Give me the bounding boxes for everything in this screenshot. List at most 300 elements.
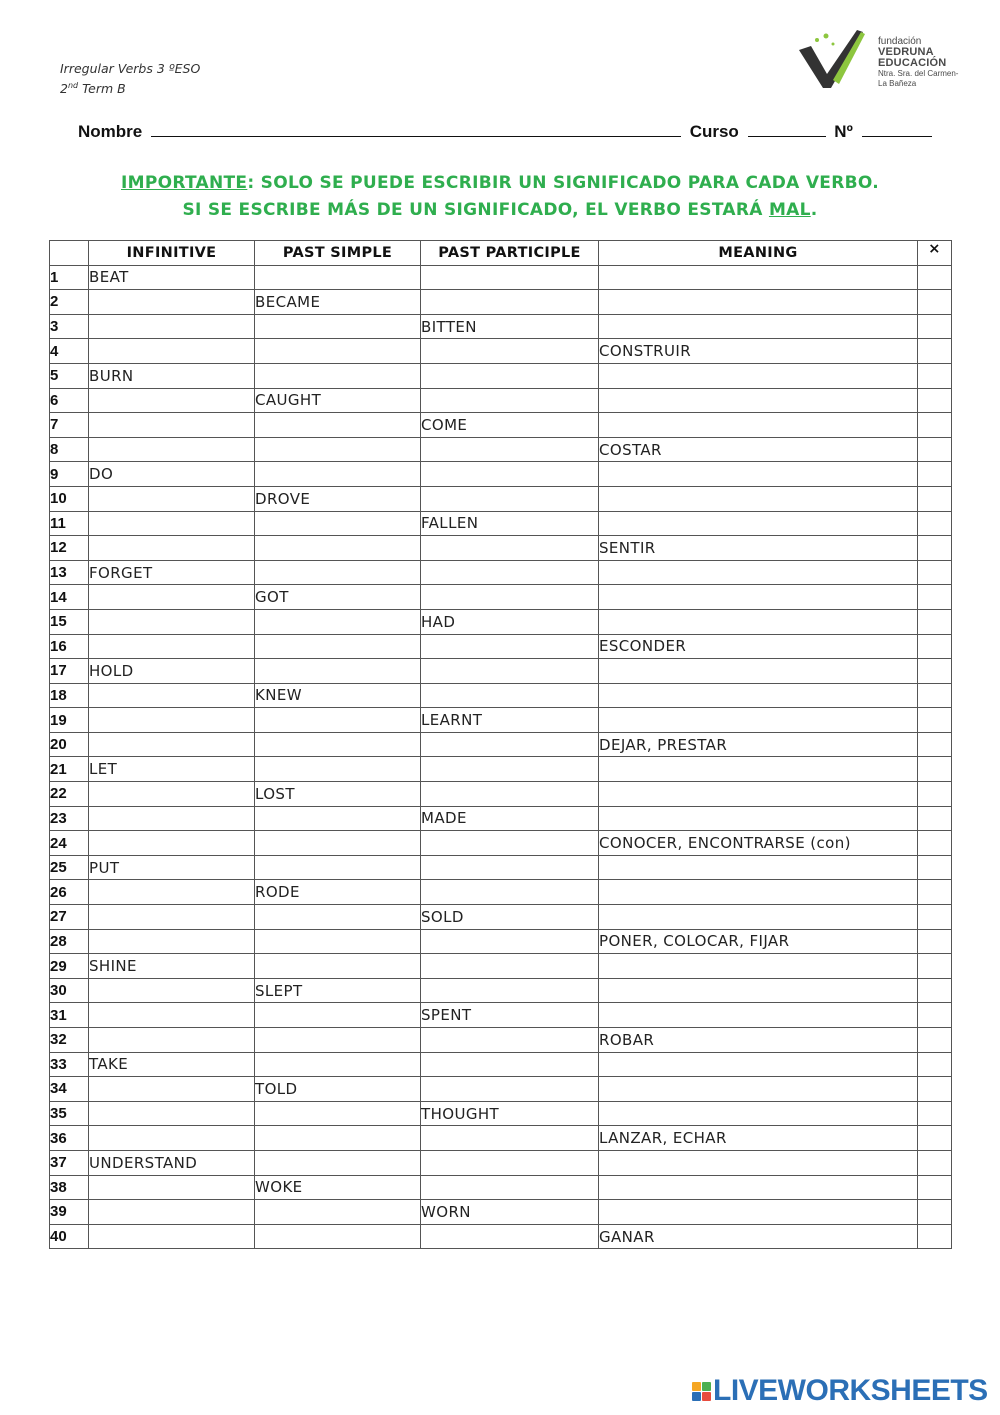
row-number: 34 [50,1077,89,1102]
past-simple-cell[interactable] [255,462,421,487]
row-number: 1 [50,265,89,290]
table-row [50,265,952,290]
row-number: 40 [50,1224,89,1249]
meaning-cell[interactable] [599,609,918,634]
past-participle-cell[interactable] [421,659,599,684]
mark-cell [918,1200,952,1225]
past-simple-cell: BECAME [255,290,421,315]
infinitive-cell[interactable] [89,1175,255,1200]
row-number: 27 [50,905,89,930]
row-number: 12 [50,536,89,561]
mark-cell [918,831,952,856]
past-simple-cell[interactable] [255,1200,421,1225]
table-row [50,437,952,462]
past-participle-cell[interactable] [421,486,599,511]
row-number: 23 [50,806,89,831]
table-row [50,954,952,979]
row-number: 33 [50,1052,89,1077]
meaning-cell[interactable] [599,265,918,290]
past-participle-cell[interactable] [421,290,599,315]
row-number: 11 [50,511,89,536]
past-simple-cell[interactable] [255,757,421,782]
meaning-cell[interactable] [599,1077,918,1102]
mark-cell [918,265,952,290]
infinitive-cell[interactable] [89,683,255,708]
row-number: 15 [50,609,89,634]
row-number: 5 [50,363,89,388]
row-number: 39 [50,1200,89,1225]
past-participle-cell[interactable] [421,831,599,856]
meaning-cell[interactable] [599,1052,918,1077]
past-participle-cell[interactable] [421,437,599,462]
meaning-cell[interactable] [599,486,918,511]
table-row [50,290,952,315]
meaning-cell[interactable] [599,683,918,708]
past-participle-cell[interactable] [421,1150,599,1175]
mark-cell [918,1126,952,1151]
mark-cell [918,560,952,585]
past-participle-cell[interactable] [421,978,599,1003]
mark-cell [918,585,952,610]
meaning-cell[interactable] [599,462,918,487]
past-participle-cell[interactable] [421,880,599,905]
past-participle-cell[interactable] [421,560,599,585]
past-simple-cell[interactable] [255,609,421,634]
logo-line-5: La Bañeza [878,79,917,88]
past-participle-cell: SOLD [421,905,599,930]
infinitive-cell[interactable] [89,929,255,954]
infinitive-cell[interactable] [89,1003,255,1028]
vedruna-logo-text [878,36,958,89]
row-number: 9 [50,462,89,487]
infinitive-cell[interactable] [89,831,255,856]
past-simple-cell: TOLD [255,1077,421,1102]
infinitive-cell[interactable] [89,978,255,1003]
past-participle-cell[interactable] [421,1028,599,1053]
table-row [50,978,952,1003]
past-simple-cell[interactable] [255,339,421,364]
past-simple-cell[interactable] [255,314,421,339]
table-row [50,462,952,487]
table-row [50,486,952,511]
liveworksheets-logo-icon [692,1382,711,1401]
meaning-cell[interactable] [599,560,918,585]
past-simple-cell[interactable] [255,634,421,659]
past-simple-cell[interactable] [255,732,421,757]
past-simple-cell: GOT [255,585,421,610]
past-participle-cell[interactable] [421,732,599,757]
past-participle-cell: HAD [421,609,599,634]
infinitive-cell[interactable] [89,1224,255,1249]
mark-cell [918,1224,952,1249]
liveworksheets-wordmark: LIVEWORKSHEETS [713,1374,988,1407]
past-simple-cell: SLEPT [255,978,421,1003]
mark-cell [918,314,952,339]
row-number: 22 [50,782,89,807]
header-past-participle: PAST PARTICIPLE [421,241,599,266]
mark-cell [918,1175,952,1200]
infinitive-cell: DO [89,462,255,487]
table-row [50,511,952,536]
row-number: 32 [50,1028,89,1053]
infinitive-cell[interactable] [89,708,255,733]
table-row [50,314,952,339]
infinitive-cell: BURN [89,363,255,388]
table-row [50,1101,952,1126]
past-simple-cell[interactable] [255,929,421,954]
infinitive-cell: HOLD [89,659,255,684]
important-notice [0,170,1000,224]
meaning-cell[interactable] [599,806,918,831]
worksheet-term: 2nd Term B [60,81,126,97]
numero-field[interactable] [862,120,932,137]
logo-line-1: fundación [878,36,922,47]
row-number: 20 [50,732,89,757]
infinitive-cell[interactable] [89,388,255,413]
past-participle-cell: BITTEN [421,314,599,339]
row-number: 8 [50,437,89,462]
table-row [50,1052,952,1077]
mark-cell [918,1052,952,1077]
notice-line-1: IMPORTANTE: SOLO SE PUEDE ESCRIBIR UN SIGNIFICADO PARA CADA VERBO. [121,173,879,193]
mark-cell [918,855,952,880]
past-simple-cell[interactable] [255,831,421,856]
mark-cell [918,1150,952,1175]
notice-line-2: SI SE ESCRIBE MÁS DE UN SIGNIFICADO, EL VERBO ESTARÁ MAL. [182,200,818,220]
table-row [50,1200,952,1225]
mark-cell [918,1101,952,1126]
row-number: 18 [50,683,89,708]
infinitive-cell[interactable] [89,1101,255,1126]
table-row [50,782,952,807]
past-participle-cell[interactable] [421,1126,599,1151]
logo-line-2: VEDRUNA [878,46,934,58]
past-simple-cell: RODE [255,880,421,905]
past-participle-cell[interactable] [421,954,599,979]
meaning-cell: DEJAR, PRESTAR [599,732,918,757]
mark-cell [918,806,952,831]
infinitive-cell[interactable] [89,585,255,610]
row-number: 31 [50,1003,89,1028]
row-number: 24 [50,831,89,856]
meaning-cell[interactable] [599,413,918,438]
past-simple-cell[interactable] [255,536,421,561]
past-participle-cell[interactable] [421,1175,599,1200]
meaning-cell[interactable] [599,1003,918,1028]
mark-cell [918,437,952,462]
table-row [50,609,952,634]
past-participle-cell[interactable] [421,757,599,782]
infinitive-cell: TAKE [89,1052,255,1077]
past-simple-cell[interactable] [255,511,421,536]
past-simple-cell[interactable] [255,560,421,585]
past-simple-cell[interactable] [255,1003,421,1028]
meaning-cell[interactable] [599,363,918,388]
past-simple-cell[interactable] [255,708,421,733]
meaning-cell[interactable] [599,978,918,1003]
past-participle-cell[interactable] [421,1077,599,1102]
header-mark-icon: × [918,241,952,266]
infinitive-cell[interactable] [89,314,255,339]
past-participle-cell[interactable] [421,363,599,388]
mark-cell [918,462,952,487]
past-participle-cell: LEARNT [421,708,599,733]
row-number: 13 [50,560,89,585]
past-simple-cell[interactable] [255,413,421,438]
infinitive-cell[interactable] [89,806,255,831]
row-number: 35 [50,1101,89,1126]
row-number: 16 [50,634,89,659]
past-simple-cell[interactable] [255,1052,421,1077]
row-number: 29 [50,954,89,979]
past-simple-cell[interactable] [255,1126,421,1151]
mark-cell [918,1028,952,1053]
table-row [50,363,952,388]
meaning-cell: ESCONDER [599,634,918,659]
meaning-cell: GANAR [599,1224,918,1249]
mark-cell [918,905,952,930]
past-participle-cell: FALLEN [421,511,599,536]
mark-cell [918,708,952,733]
infinitive-cell[interactable] [89,1028,255,1053]
past-participle-cell: MADE [421,806,599,831]
table-row [50,413,952,438]
meaning-cell[interactable] [599,855,918,880]
mark-cell [918,388,952,413]
nombre-field[interactable] [151,120,681,137]
past-simple-cell[interactable] [255,905,421,930]
row-number: 28 [50,929,89,954]
past-participle-cell[interactable] [421,1224,599,1249]
past-participle-cell[interactable] [421,855,599,880]
table-row [50,683,952,708]
infinitive-cell[interactable] [89,536,255,561]
meaning-cell[interactable] [599,708,918,733]
meaning-cell[interactable] [599,782,918,807]
table-row [50,855,952,880]
mark-cell [918,1077,952,1102]
row-number: 30 [50,978,89,1003]
table-row [50,1077,952,1102]
infinitive-cell[interactable] [89,634,255,659]
past-participle-cell[interactable] [421,782,599,807]
table-row [50,585,952,610]
infinitive-cell[interactable] [89,486,255,511]
infinitive-cell[interactable] [89,1126,255,1151]
row-number: 3 [50,314,89,339]
mark-cell [918,954,952,979]
table-row [50,905,952,930]
infinitive-cell[interactable] [89,413,255,438]
logo-line-4: Ntra. Sra. del Carmen- [878,69,959,78]
meaning-cell[interactable] [599,1175,918,1200]
mark-cell [918,486,952,511]
mark-cell [918,659,952,684]
row-number: 19 [50,708,89,733]
past-participle-cell[interactable] [421,585,599,610]
infinitive-cell: FORGET [89,560,255,585]
meaning-cell[interactable] [599,585,918,610]
mark-cell [918,1003,952,1028]
infinitive-cell: PUT [89,855,255,880]
infinitive-cell[interactable] [89,437,255,462]
past-simple-cell[interactable] [255,1101,421,1126]
past-participle-cell[interactable] [421,929,599,954]
table-row [50,806,952,831]
past-simple-cell[interactable] [255,265,421,290]
table-row [50,634,952,659]
meaning-cell[interactable] [599,659,918,684]
past-simple-cell: LOST [255,782,421,807]
past-simple-cell[interactable] [255,1150,421,1175]
table-row [50,1003,952,1028]
row-number: 21 [50,757,89,782]
past-simple-cell[interactable] [255,806,421,831]
meaning-cell[interactable] [599,905,918,930]
irregular-verbs-table [49,240,952,1249]
logo-line-3: EDUCACIÓN [878,57,947,69]
meaning-cell: SENTIR [599,536,918,561]
table-row [50,732,952,757]
meaning-cell: ROBAR [599,1028,918,1053]
past-participle-cell[interactable] [421,536,599,561]
infinitive-cell[interactable] [89,1077,255,1102]
student-info-line [78,120,936,142]
table-row [50,708,952,733]
infinitive-cell[interactable] [89,880,255,905]
past-participle-cell[interactable] [421,388,599,413]
row-number: 37 [50,1150,89,1175]
table-row [50,560,952,585]
meaning-cell[interactable] [599,1150,918,1175]
meaning-cell: COSTAR [599,437,918,462]
past-simple-cell[interactable] [255,1028,421,1053]
meaning-cell[interactable] [599,388,918,413]
row-number: 38 [50,1175,89,1200]
past-simple-cell[interactable] [255,1224,421,1249]
mark-cell [918,363,952,388]
row-number: 36 [50,1126,89,1151]
infinitive-cell[interactable] [89,339,255,364]
past-participle-cell[interactable] [421,265,599,290]
meaning-cell[interactable] [599,954,918,979]
infinitive-cell[interactable] [89,1200,255,1225]
past-simple-cell[interactable] [255,954,421,979]
past-simple-cell[interactable] [255,659,421,684]
past-participle-cell: THOUGHT [421,1101,599,1126]
infinitive-cell[interactable] [89,782,255,807]
worksheet-title: Irregular Verbs 3 ºESO [60,61,201,76]
row-number: 17 [50,659,89,684]
table-row [50,388,952,413]
table-row [50,831,952,856]
past-participle-cell[interactable] [421,462,599,487]
meaning-cell: CONOCER, ENCONTRARSE (con) [599,831,918,856]
mark-cell [918,929,952,954]
nombre-label: Nombre [78,122,143,141]
meaning-cell[interactable] [599,290,918,315]
header-meaning: MEANING [599,241,918,266]
table-row [50,757,952,782]
header-past-simple: PAST SIMPLE [255,241,421,266]
infinitive-cell[interactable] [89,290,255,315]
mark-cell [918,536,952,561]
past-simple-cell: CAUGHT [255,388,421,413]
past-simple-cell: KNEW [255,683,421,708]
mark-cell [918,609,952,634]
infinitive-cell: BEAT [89,265,255,290]
mark-cell [918,339,952,364]
past-participle-cell[interactable] [421,634,599,659]
header-number [50,241,89,266]
document-header [60,60,200,97]
row-number: 10 [50,486,89,511]
meaning-cell[interactable] [599,757,918,782]
table-row [50,339,952,364]
past-simple-cell[interactable] [255,437,421,462]
mark-cell [918,290,952,315]
mark-cell [918,683,952,708]
row-number: 26 [50,880,89,905]
table-row [50,1224,952,1249]
past-simple-cell[interactable] [255,363,421,388]
meaning-cell[interactable] [599,314,918,339]
past-participle-cell: SPENT [421,1003,599,1028]
past-participle-cell[interactable] [421,339,599,364]
infinitive-cell[interactable] [89,905,255,930]
row-number: 7 [50,413,89,438]
mark-cell [918,511,952,536]
row-number: 2 [50,290,89,315]
meaning-cell: PONER, COLOCAR, FIJAR [599,929,918,954]
meaning-cell[interactable] [599,511,918,536]
mark-cell [918,757,952,782]
row-number: 6 [50,388,89,413]
infinitive-cell: LET [89,757,255,782]
past-simple-cell: DROVE [255,486,421,511]
curso-field[interactable] [748,120,826,137]
past-simple-cell[interactable] [255,855,421,880]
table-row [50,1028,952,1053]
infinitive-cell[interactable] [89,609,255,634]
mark-cell [918,880,952,905]
meaning-cell[interactable] [599,1101,918,1126]
curso-label: Curso [689,122,739,141]
table-row [50,929,952,954]
past-participle-cell: COME [421,413,599,438]
row-number: 4 [50,339,89,364]
row-number: 25 [50,855,89,880]
row-number: 14 [50,585,89,610]
meaning-cell[interactable] [599,1200,918,1225]
header-infinitive: INFINITIVE [89,241,255,266]
past-participle-cell[interactable] [421,683,599,708]
past-participle-cell: WORN [421,1200,599,1225]
past-participle-cell[interactable] [421,1052,599,1077]
mark-cell [918,782,952,807]
table-row [50,659,952,684]
meaning-cell: LANZAR, ECHAR [599,1126,918,1151]
numero-label: Nº [834,122,853,141]
table-header-row [50,241,952,266]
meaning-cell[interactable] [599,880,918,905]
infinitive-cell: UNDERSTAND [89,1150,255,1175]
infinitive-cell[interactable] [89,511,255,536]
meaning-cell: CONSTRUIR [599,339,918,364]
past-simple-cell: WOKE [255,1175,421,1200]
mark-cell [918,634,952,659]
infinitive-cell[interactable] [89,732,255,757]
